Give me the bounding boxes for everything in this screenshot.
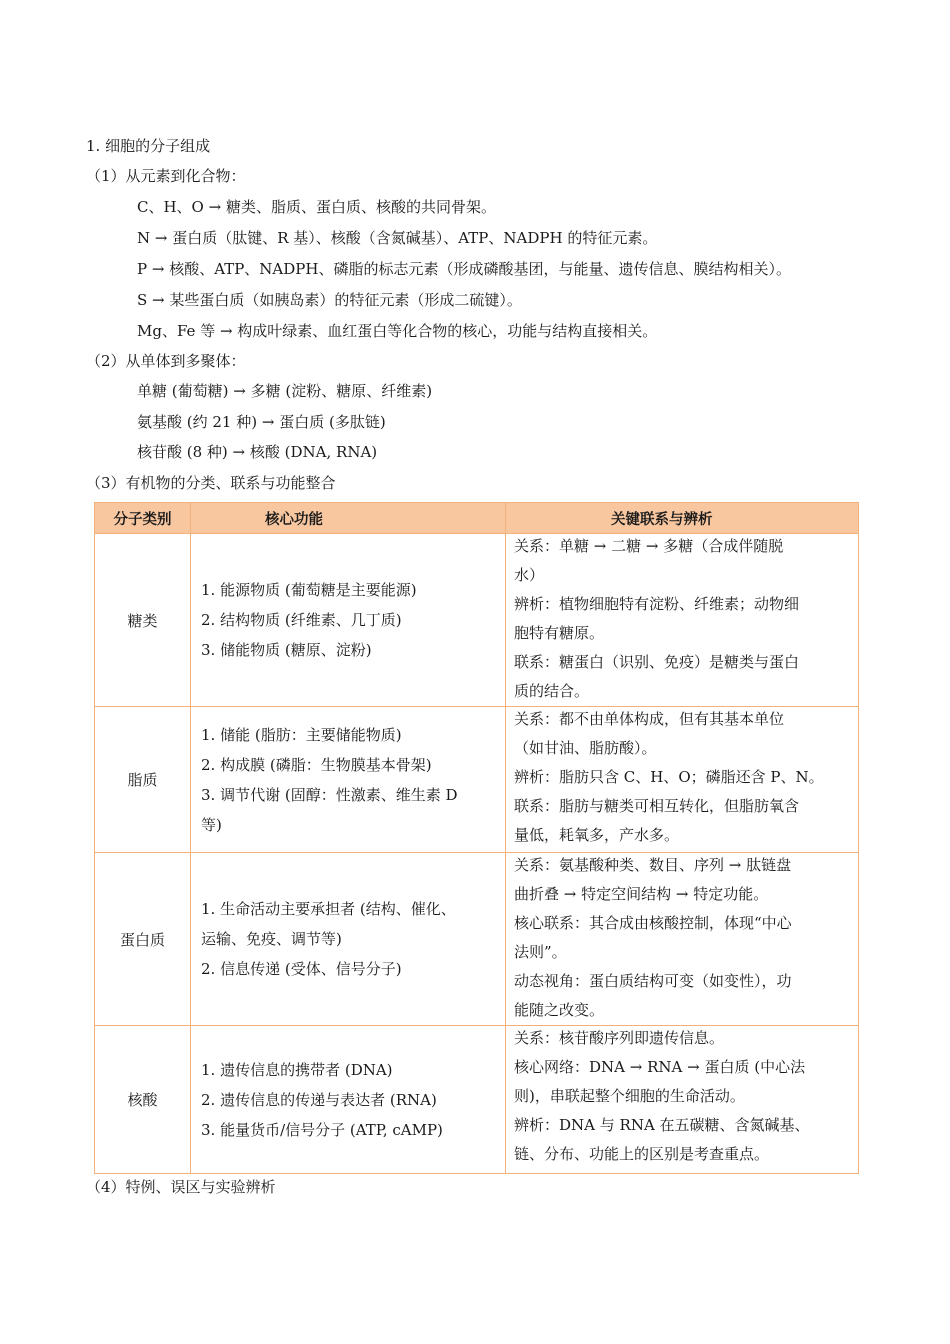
relation-cell [506,707,859,853]
relation-line: 链、分布、功能上的区别是考查重点。 [514,1145,770,1163]
function-line: 1. 遗传信息的携带者 (DNA) [201,1060,393,1079]
relation-line: 则)，串联起整个细胞的生命活动。 [514,1087,745,1105]
function-line: 1. 生命活动主要承担者 (结构、催化、 [201,900,456,918]
relation-line: 关系：单糖 → 二糖 → 多糖（合成伴随脱 [514,537,784,555]
relation-line: （如甘油、脂肪酸）。 [514,739,657,757]
table-header-row [95,503,859,534]
polymer-line: 氨基酸 (约 21 种) → 蛋白质 (多肽链) [137,413,386,431]
function-line: 2. 构成膜 (磷脂：生物膜基本骨架) [201,755,432,774]
function-line: 2. 遗传信息的传递与表达者 (RNA) [201,1090,437,1109]
relation-line: 胞特有糖原。 [514,624,605,642]
function-cell [191,1026,506,1174]
function-cell [191,534,506,707]
table-row [95,707,859,853]
function-line: 运输、免疫、调节等) [201,930,342,948]
organic-molecule-table [94,502,859,1174]
relation-line: 曲折叠 → 特定空间结构 → 特定功能。 [514,885,769,903]
header-category: 分子类别 [95,503,191,534]
part1-heading: （1）从元素到化合物： [86,167,246,185]
element-line: C、H、O → 糖类、脂质、蛋白质、核酸的共同骨架。 [137,198,496,216]
function-cell [191,707,506,853]
function-line: 2. 信息传递 (受体、信号分子) [201,960,402,978]
relation-line: 关系：都不由单体构成，但有其基本单位 [514,710,785,728]
element-line: Mg、Fe 等 → 构成叶绿素、血红蛋白等化合物的核心，功能与结构直接相关。 [137,322,658,340]
category-cell: 核酸 [95,1026,191,1174]
relation-line: 联系：脂肪与糖类可相互转化，但脂肪氧含 [514,797,800,815]
function-line: 等) [201,815,222,834]
relation-line: 辨析：脂肪只含 C、H、O；磷脂还含 P、N。 [514,768,824,786]
polymer-line: 核苷酸 (8 种) → 核酸 (DNA, RNA) [137,443,378,461]
function-line: 3. 调节代谢 (固醇：性激素、维生素 D [201,785,458,804]
relation-line: 核心联系：其合成由核酸控制，体现“中心 [514,914,792,932]
part3-heading: （3）有机物的分类、联系与功能整合 [86,474,336,492]
header-relation: 关键联系与辨析 [506,503,859,534]
function-line: 1. 储能 (脂肪：主要储能物质) [201,725,402,744]
relation-line: 水） [514,566,545,584]
function-line: 2. 结构物质 (纤维素、几丁质) [201,611,402,629]
relation-line: 能随之改变。 [514,1001,605,1019]
relation-line: 核心网络：DNA → RNA → 蛋白质 (中心法 [514,1058,806,1076]
relation-line: 辨析：DNA 与 RNA 在五碳糖、含氮碱基、 [514,1116,810,1134]
relation-cell [506,853,859,1026]
category-cell: 脂质 [95,707,191,853]
category-cell: 蛋白质 [95,853,191,1026]
part4-heading: （4）特例、误区与实验辨析 [86,1178,276,1196]
function-line: 3. 能量货币/信号分子 (ATP, cAMP) [201,1120,443,1139]
relation-cell [506,1026,859,1174]
function-line: 3. 储能物质 (糖原、淀粉) [201,641,372,659]
relation-line: 量低，耗氧多，产水多。 [514,826,680,844]
relation-line: 法则”。 [514,943,567,961]
table-row [95,853,859,1026]
table-row [95,1026,859,1174]
element-line: N → 蛋白质（肽键、R 基）、核酸（含氮碱基）、ATP、NADPH 的特征元素。 [137,229,658,247]
section-title: 1. 细胞的分子组成 [86,137,211,155]
category-cell: 糖类 [95,534,191,707]
relation-cell [506,534,859,707]
part2-heading: （2）从单体到多聚体： [86,352,246,370]
function-cell [191,853,506,1026]
relation-line: 辨析：植物细胞特有淀粉、纤维素；动物细 [514,595,800,613]
relation-line: 质的结合。 [514,682,590,700]
header-function: 核心功能 [191,503,506,534]
relation-line: 关系：氨基酸种类、数目、序列 → 肽链盘 [514,856,792,874]
table-row [95,534,859,707]
function-line: 1. 能源物质 (葡萄糖是主要能源) [201,581,417,599]
element-line: S → 某些蛋白质（如胰岛素）的特征元素（形成二硫键）。 [137,291,522,309]
polymer-line: 单糖 (葡萄糖) → 多糖 (淀粉、糖原、纤维素) [137,382,433,400]
relation-line: 联系：糖蛋白（识别、免疫）是糖类与蛋白 [514,653,800,671]
relation-line: 关系：核苷酸序列即遗传信息。 [514,1029,725,1047]
element-line: P → 核酸、ATP、NADPH、磷脂的标志元素（形成磷酸基团，与能量、遗传信息、膜结构相关）。 [137,260,791,278]
relation-line: 动态视角：蛋白质结构可变（如变性），功 [514,972,792,990]
